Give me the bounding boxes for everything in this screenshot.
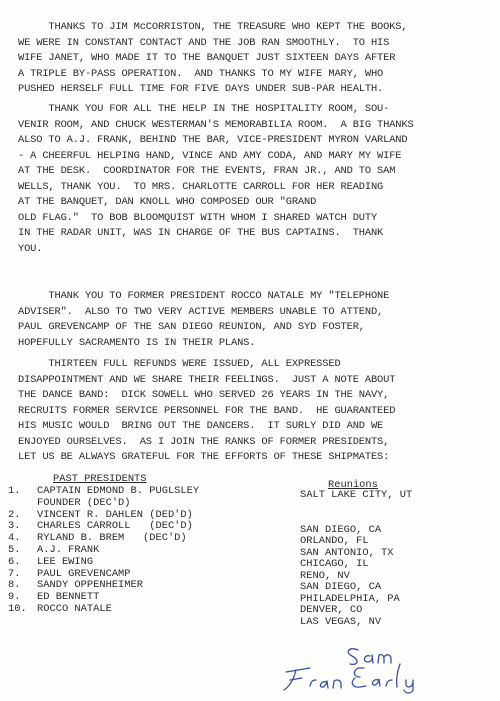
list-item: SAN ANTONIO, TX bbox=[300, 546, 394, 559]
list-item: SAN DIEGO, CA bbox=[300, 523, 382, 536]
paragraph-thanks-volunteers: THANK YOU FOR ALL THE HELP IN THE HOSPITALITY ROOM, SOU- VENIR ROOM, AND CHUCK WESTERMAN'S MEMORABILIA ROOM. A BIG THANKS ALSO TO A.J. FRANK, BEHIND THE BAR, VICE-PRESIDENT MYRON VARLAND - A CHEERFUL HELPING HAND, VINCE AND AMY CODA, AND MARY MY WIFE AT THE DESK. COORDINATOR FOR THE EVENTS, FRAN JR., AND TO SAM WELLS, THANK YOU. TO MRS. CHARLOTTE CARROLL FOR HER READING AT THE BANQUET, DAN KNOLL WHO COMPOSED OUR "GRAND OLD FLAG." TO BOB BLOOMQUIST WITH WHOM I SHARED WATCH DUTY IN THE RADAR UNIT, WAS IN CHARGE OF THE BUS CAPTAINS. THANK YOU. bbox=[18, 103, 414, 255]
list-item-number: 9. bbox=[8, 591, 21, 604]
list-item-name: LEE EWING bbox=[37, 555, 94, 568]
past-presidents-heading: PAST PRESIDENTS bbox=[53, 473, 147, 485]
paragraph-thanks-treasurer: THANKS TO JIM McCORRISTON, THE TREASURE WHO KEPT THE BOOKS, WE WERE IN CONSTANT CONTACT AND THE JOB RAN SMOOTHLY. TO HIS WIFE JANET, WHO MADE IT TO THE BANQUET JUST SIXTEEN DAYS AFTER A TRIPLE BY-PASS OPERATION. AND THANKS TO MY WIFE MARY, WHO PUSHED HERSELF FULL TIME FOR FIVE DAYS UNDER SUB-PAR HEALTH. bbox=[18, 21, 408, 95]
list-item: ORLANDO, FL bbox=[300, 535, 369, 547]
list-item-number: 6. bbox=[8, 555, 21, 568]
list-item: SAN DIEGO, CA bbox=[300, 581, 382, 593]
list-item-number: 1. bbox=[8, 485, 21, 497]
past-presidents-list bbox=[8, 486, 268, 616]
list-item-number: 5. bbox=[8, 543, 21, 556]
list-item: LAS VEGAS, NV bbox=[300, 615, 382, 628]
list-item bbox=[8, 486, 268, 510]
list-item-number: 4. bbox=[8, 532, 21, 545]
list-item-name: VINCENT R. DAHLEN (DED'D) bbox=[37, 508, 193, 521]
list-item-number: 10. bbox=[8, 602, 27, 615]
list-item-number: 3. bbox=[8, 520, 21, 533]
list-item: SALT LAKE CITY, UT bbox=[300, 489, 413, 501]
reunions-list bbox=[300, 490, 490, 628]
list-item: RENO, NV bbox=[300, 569, 350, 582]
paragraph-refunds-dance-band: THIRTEEN FULL REFUNDS WERE ISSUED, ALL EXPRESSED DISAPPOINTMENT AND WE SHARE THEIR FEELINGS. JUST A NOTE ABOUT THE DANCE BAND: DICK SOWELL WHO SERVED 26 YEARS IN THE NAVY, RECRUITS FORMER SERVICE PERSONNEL FOR THE BAND. HE GUARANTEED HIS MUSIC WOULD BRING OUT THE DANCERS. IT SURLY DID AND WE ENJOYED OURSELVES. AS I JOIN THE RANKS OF FORMER PRESIDENTS, LET US BE ALWAYS GRATEFUL FOR THE EFFORTS OF THESE SHIPMATES: bbox=[18, 358, 396, 463]
reunions-heading: Reunions bbox=[328, 479, 378, 491]
list-item-number: 7. bbox=[8, 567, 21, 580]
list-item-name: RYLAND B. BREM (DEC'D) bbox=[37, 532, 187, 545]
list-item: CHICAGO, IL bbox=[300, 558, 369, 570]
list-item: PHILADELPHIA, PA bbox=[300, 592, 400, 605]
paragraph-thanks-former-president: THANK YOU TO FORMER PRESIDENT ROCCO NATALE MY "TELEPHONE ADVISER". ALSO TO TWO VERY ACTIVE MEMBERS UNABLE TO ATTEND, PAUL GREVENCAMP OF THE SAN DIEGO REUNION, AND SYD FOSTER, HOPEFULLY SACRAMENTO IS IN THEIR PLANS. bbox=[18, 290, 390, 349]
handwritten-signature bbox=[266, 642, 466, 694]
list-item-name: SANDY OPPENHEIMER bbox=[37, 579, 144, 592]
list-item-number: 8. bbox=[8, 579, 21, 592]
list-item-name: PAUL GREVENCAMP bbox=[37, 567, 131, 580]
list-item: DENVER, CO bbox=[300, 604, 363, 616]
list-item-name: CHARLES CARROLL (DEC'D) bbox=[37, 520, 193, 533]
list-item-name: ROCCO NATALE bbox=[37, 602, 112, 615]
list-item-name: A.J. FRANK bbox=[37, 543, 100, 556]
list-item bbox=[8, 604, 268, 616]
list-item-name: CAPTAIN EDMOND B. PUGLSLEY FOUNDER (DEC'D) bbox=[37, 485, 200, 509]
list-item-name: ED BENNETT bbox=[37, 591, 100, 604]
list-item-number: 2. bbox=[8, 508, 21, 521]
